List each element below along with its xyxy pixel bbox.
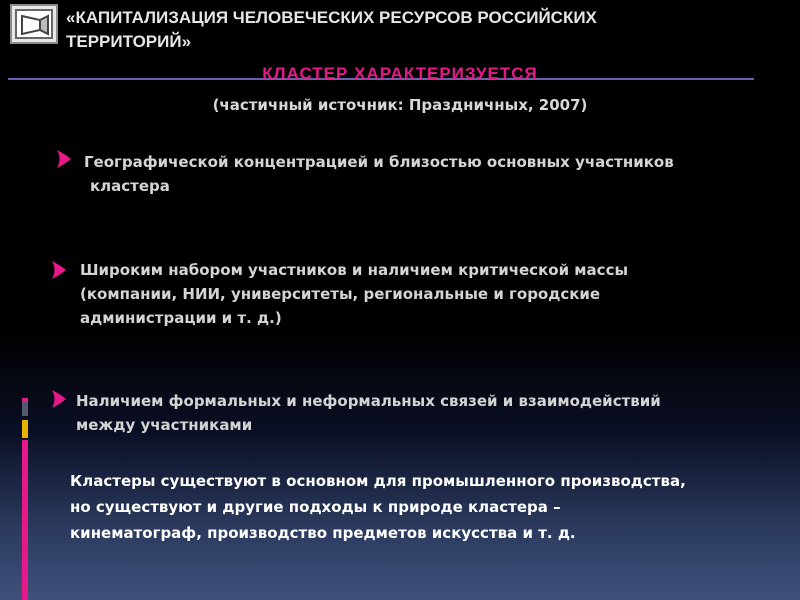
item-line: Наличием формальных и неформальных связей и взаимодействий: [76, 392, 661, 410]
decor-bar-gold: [22, 420, 28, 438]
arrow-right-icon: [50, 386, 68, 412]
paragraph-line: кинематограф, производство предметов искусства и т. д.: [70, 524, 576, 542]
paragraph-line: но существуют и другие подходы к природе кластера –: [70, 498, 561, 516]
source-note: (частичный источник: Праздничных, 2007): [212, 96, 588, 114]
list-item: [84, 150, 784, 198]
item-line: Географической концентрацией и близостью основных участников: [84, 153, 674, 171]
decor-bar-pink: [22, 440, 28, 600]
section-heading: КЛАСТЕР ХАРАКТЕРИЗУЕТСЯ: [262, 64, 538, 83]
item-line: (компании, НИИ, университеты, региональные и городские: [80, 285, 601, 303]
item-line: администрации и т. д.): [80, 309, 282, 327]
list-item: [76, 389, 786, 437]
list-item: [80, 258, 780, 330]
arrow-right-icon: [55, 146, 73, 172]
decor-bar-gray: [22, 402, 28, 416]
summary-paragraph: [70, 468, 790, 546]
title-line-1: «КАПИТАЛИЗАЦИЯ ЧЕЛОВЕЧЕСКИХ РЕСУРСОВ РОССИЙСКИХ: [66, 8, 597, 27]
arrow-right-icon: [50, 257, 68, 283]
item-line: между участниками: [76, 416, 253, 434]
title-line-2: ТЕРРИТОРИЙ»: [66, 32, 192, 51]
item-line: кластера: [90, 177, 170, 195]
paragraph-line: Кластеры существуют в основном для промышленного производства,: [70, 472, 686, 490]
item-line: Широким набором участников и наличием критической массы: [80, 261, 629, 279]
page-title: [8, 6, 768, 54]
